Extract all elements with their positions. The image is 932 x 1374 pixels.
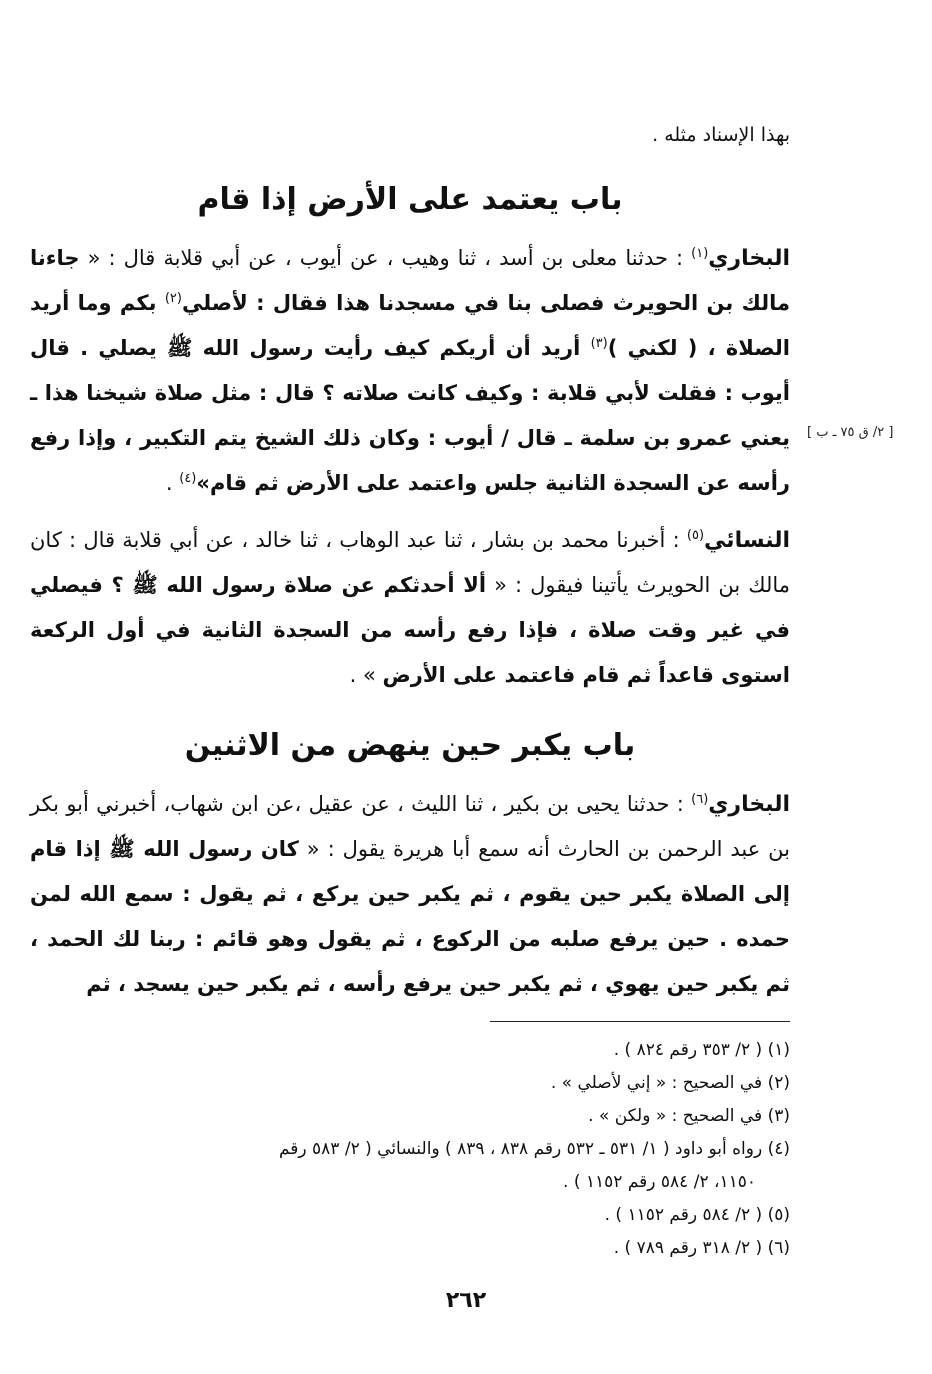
footnotes [30,1034,790,1265]
hadith-text: كان رسول الله ﷺ إذا قام إلى الصلاة يكبر حين يقوم ، ثم يكبر حين يركع ، ثم يقول : سمع الله لمن حمده . حين يرفع صلبه من الركوع ، ثم يقول وهو قائم : ربنا لك الحمد ، ثم يكبر حين يهوي ، ثم يكبر حين يرفع رأسه ، ثم يكبر حين يسجد ، ثم [30,837,790,996]
hadith-text: أريد أن أريكم كيف رأيت رسول الله ﷺ يصلي . قال أيوب : فقلت لأبي قلابة : وكيف كانت صلاته ؟ قال : مثل صلاة شيخنا هذا ـ يعني عمرو بن سلمة ـ قال / أيوب : وكان ذلك الشيخ يتم التكبير ، وإذا رفع رأسه عن السجدة الثانية جلس واعتمد على الأرض ثم قام» [30,336,790,495]
text: : أخبرنا محمد بن بشار ، ثنا عبد الوهاب ، ثنا خالد ، عن أبي قلابة قال : كان مالك بن الحويرث يأتينا فيقول : « [30,528,791,597]
hadith-text: جاءنا مالك بن الحويرث فصلى بنا في مسجدنا هذا فقال : لأصلي [30,246,790,315]
text: : حدثنا يحيى بن بكير ، ثنا الليث ، عن عقيل ،عن ابن شهاب، أخبرني أبو بكر بن عبد الرحمن بن الحارث أنه سمع أبا هريرة يقول : « [30,792,791,861]
footnote-2: (٢) في الصحيح : « إني لأصلي » . [550,1073,790,1093]
footnote-ref[interactable]: (٢) [164,291,182,306]
footnote-divider [490,1021,790,1022]
footnote-ref[interactable]: (٦) [691,792,709,807]
intro-line: بهذا الإسناد مثله . [652,124,790,146]
text: » . [349,663,383,687]
hadith-text: بكم وما أريد الصلاة ، ( لكني ) [30,291,791,360]
footnote-6: (٦) ( ٢/ ٣١٨ رقم ٧٨٩ ) . [613,1238,790,1258]
footnote-ref[interactable]: (١) [691,246,709,261]
footnote-ref[interactable]: (٤) [179,471,197,486]
footnote-3: (٣) في الصحيح : « ولكن » . [588,1106,790,1126]
paragraph-bukhari-2 [30,782,790,1007]
source-label: البخاري [708,246,790,271]
page-number: ٢٦٢ [445,1288,487,1313]
paragraph-bukhari-1 [30,236,790,506]
footnote-4: (٤) رواه أبو داود ( ١/ ٥٣١ ـ ٥٣٢ رقم ٨٣٨ ، ٨٣٩ ) والنسائي ( ٢/ ٥٨٣ رقم [278,1139,790,1159]
paragraph-nasai [30,518,790,698]
source-label: النسائي [704,528,790,553]
hadith-text: ألا أحدثكم عن صلاة رسول الله ﷺ ؟ فيصلي في غير وقت صلاة ، فإذا رفع رأسه من السجدة الثانية في أول الركعة استوى قاعداً ثم قام فاعتمد على الأرض [30,573,790,687]
text: : حدثنا معلى بن أسد ، ثنا وهيب ، عن أيوب ، عن أبي قلابة قال : « [79,246,692,270]
text: . [165,471,180,495]
page-body [30,100,790,1330]
footnote-1: (١) ( ٢/ ٣٥٣ رقم ٨٢٤ ) . [613,1040,790,1060]
footnote-ref[interactable]: (٥) [686,528,705,543]
manuscript-margin-note: [ ٢/ ق ٧٥ ـ ب ] [807,425,894,440]
chapter-title-2: باب يكبر حين ينهض من الاثنين [184,728,636,763]
source-label: البخاري [708,792,790,817]
footnote-ref[interactable]: (٣) [590,336,608,351]
footnote-4-continued: ١١٥٠، ٢/ ٥٨٤ رقم ١١٥٢ ) . [563,1172,756,1192]
footnote-5: (٥) ( ٢/ ٥٨٤ رقم ١١٥٢ ) . [604,1205,790,1225]
chapter-title-1: باب يعتمد على الأرض إذا قام [197,182,623,217]
